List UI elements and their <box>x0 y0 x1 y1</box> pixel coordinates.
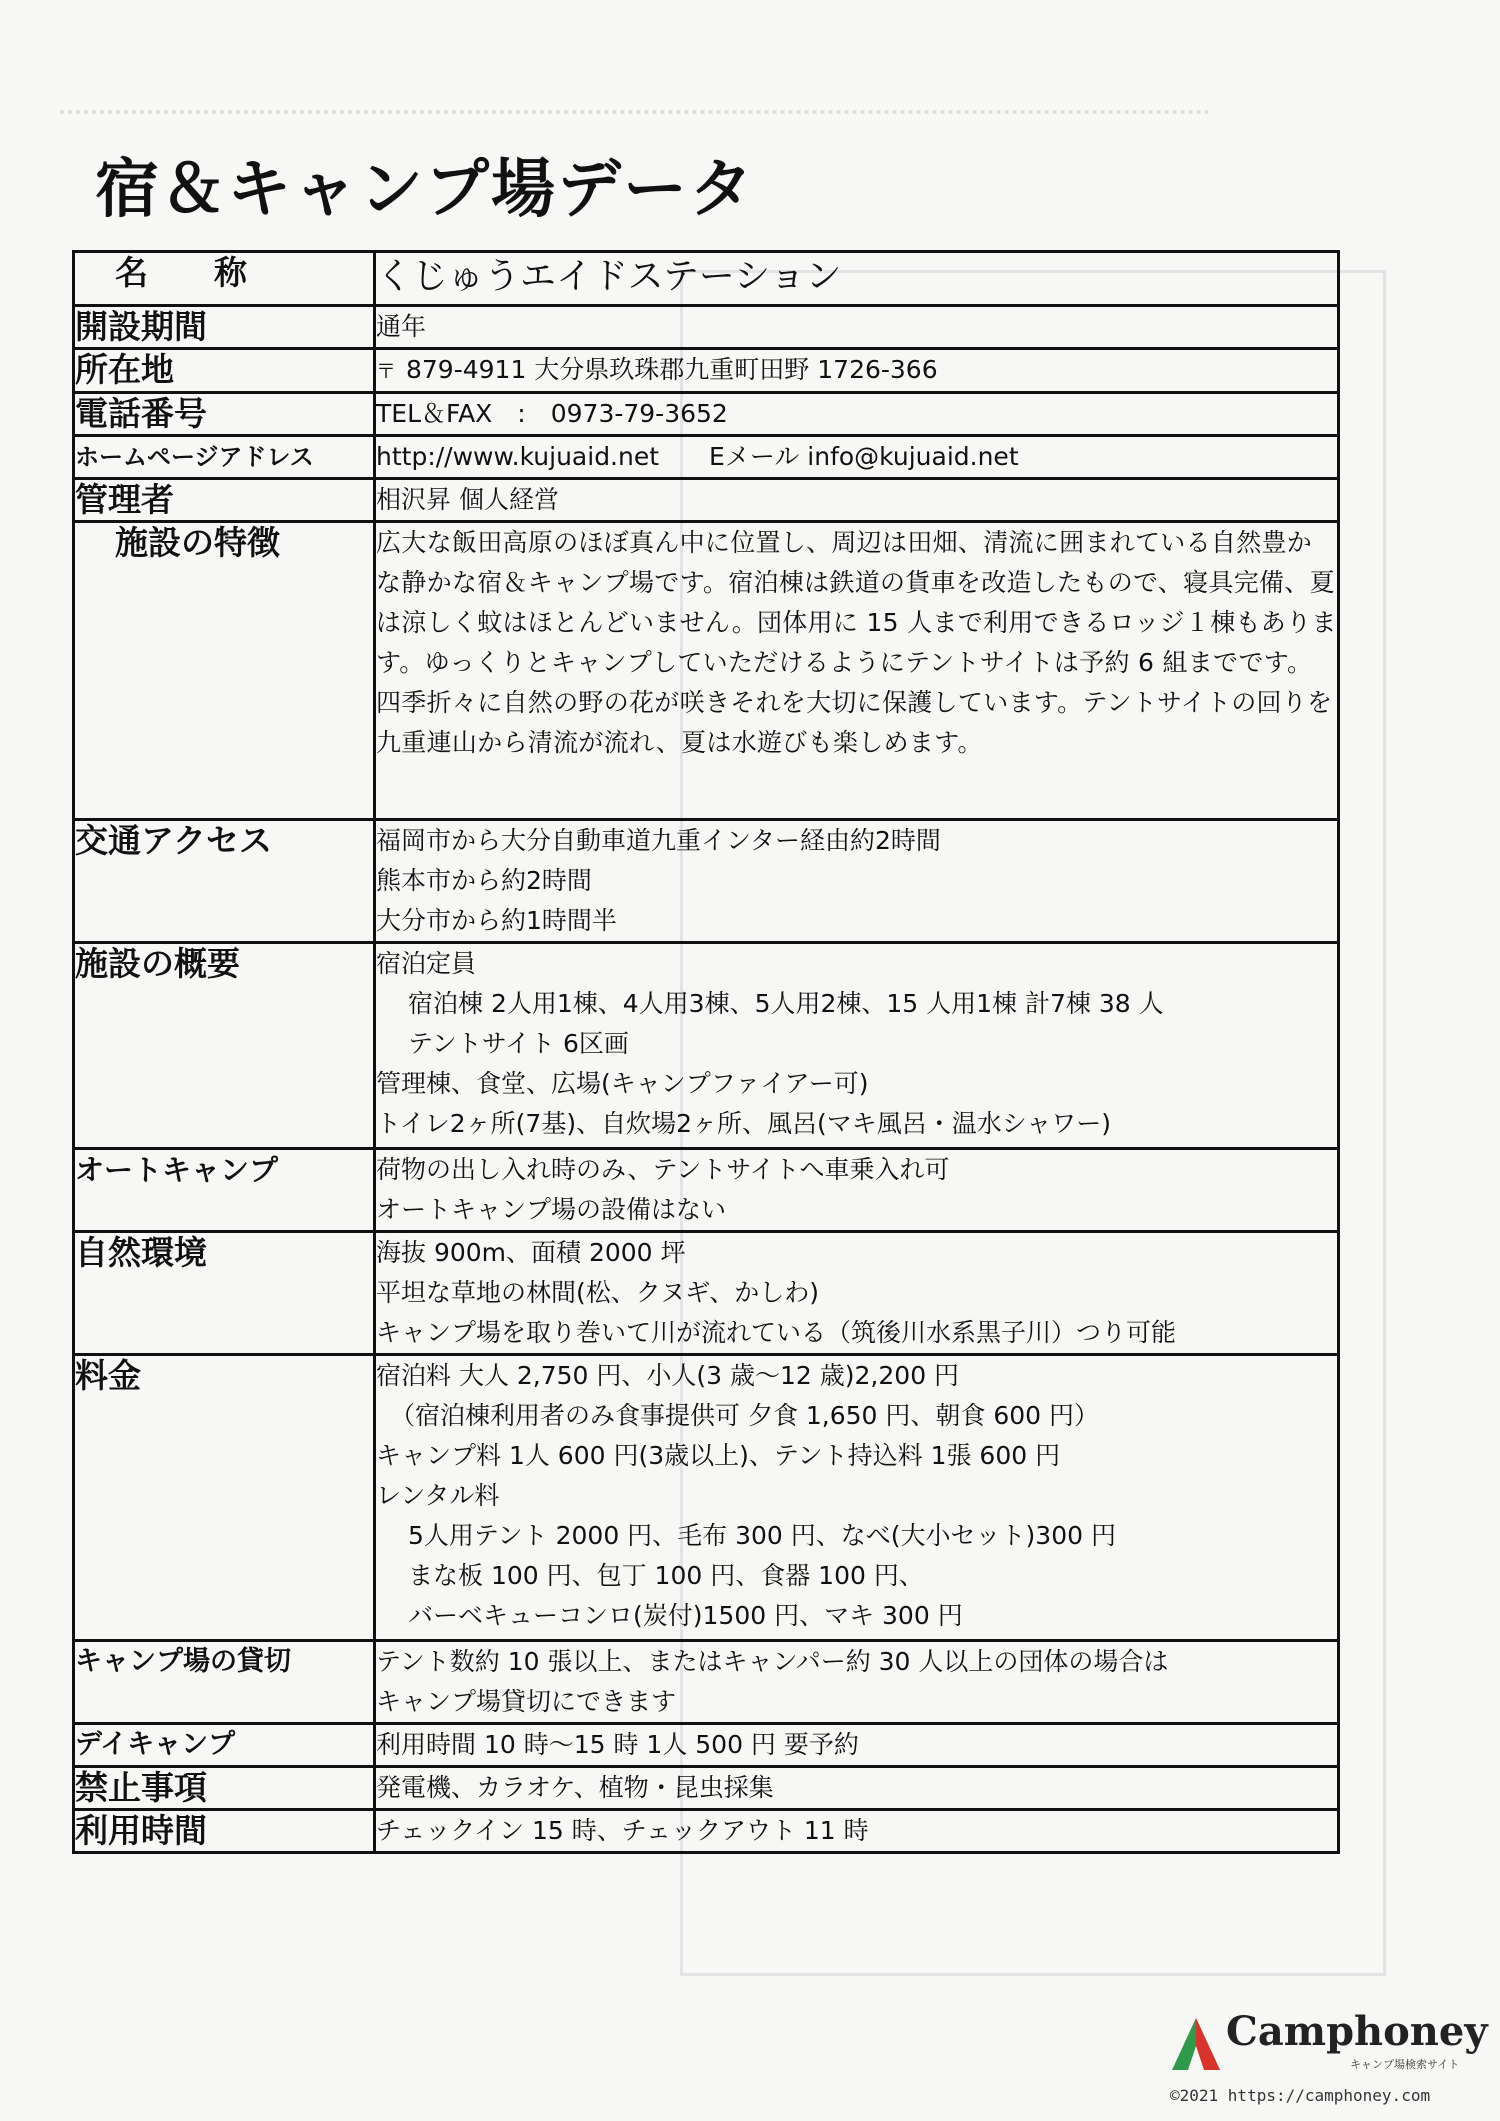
value-access <box>375 820 1339 943</box>
overview-line: テントサイト 6区画 <box>408 1029 629 1058</box>
manager-text: 相沢昇 個人経営 <box>376 485 559 514</box>
label-overview: 施設の概要 <box>74 943 375 1149</box>
table-row-prohibited <box>74 1767 1339 1810</box>
table-row-features <box>74 522 1339 820</box>
season-text: 通年 <box>376 312 427 341</box>
private-rental-line: キャンプ場貸切にできます <box>376 1687 677 1716</box>
label-fees: 料金 <box>74 1355 375 1641</box>
fees-line: 5人用テント 2000 円、毛布 300 円、なべ(大小セット)300 円 <box>408 1521 1116 1550</box>
label-season: 開設期間 <box>74 306 375 349</box>
fees-line: バーベキューコンロ(炭付)1500 円、マキ 300 円 <box>408 1601 963 1630</box>
logo-copyright: ©2021 https://camphoney.com <box>1170 2086 1431 2105</box>
prohibited-text: 発電機、カラオケ、植物・昆虫採集 <box>376 1773 774 1802</box>
logo-tagline: キャンプ場検索サイト <box>1350 2058 1460 2071</box>
label-nature: 自然環境 <box>74 1232 375 1355</box>
label-features: 施設の特徴 <box>74 522 375 820</box>
access-line: 熊本市から約2時間 <box>376 866 592 895</box>
value-private-rental <box>375 1641 1339 1724</box>
value-hours <box>375 1810 1339 1853</box>
label-hours: 利用時間 <box>74 1810 375 1853</box>
label-autocamp: オートキャンプ <box>74 1149 375 1232</box>
table-row-season <box>74 306 1339 349</box>
fees-line: まな板 100 円、包丁 100 円、食器 100 円、 <box>408 1561 924 1590</box>
table-row-name <box>74 252 1339 306</box>
label-access: 交通アクセス <box>74 820 375 943</box>
fees-line: 宿泊料 大人 2,750 円、小人(3 歳～12 歳)2,200 円 <box>376 1361 960 1390</box>
table-row-hours <box>74 1810 1339 1853</box>
label-address: 所在地 <box>74 349 375 393</box>
label-homepage: ホームページアドレス <box>74 436 375 479</box>
value-autocamp <box>375 1149 1339 1232</box>
fees-line: レンタル料 <box>376 1481 500 1510</box>
address-text: 879-4911 大分県玖珠郡九重町田野 1726-366 <box>406 355 938 384</box>
table-row-private-rental <box>74 1641 1339 1724</box>
features-paragraph: 広大な飯田高原のほぼ真ん中に位置し、周辺は田畑、清流に囲まれている自然豊かな静かな宿＆キャンプ場です。宿泊棟は鉄道の貨車を改造したもので、寝具完備、夏は涼しく蚊はほとんどいません。団体用に 15 人まで利用できるロッジ１棟もあります。ゆっくりとキャンプしていただけるようにテントサイトは予約 6 組までです。四季折々に自然の野の花が咲きそれを大切に保護しています。テントサイトの回りを九重連山から清流が流れ、夏は水遊びも楽しめます。 <box>375 522 1339 820</box>
fees-line: キャンプ料 1人 600 円(3歳以上)、テント持込料 1張 600 円 <box>376 1441 1061 1470</box>
overview-line: トイレ2ヶ所(7基)、自炊場2ヶ所、風呂(マキ風呂・温水シャワー) <box>376 1109 1111 1138</box>
nature-line: 海抜 900m、面積 2000 坪 <box>376 1238 686 1267</box>
facility-name: くじゅうエイドステーション <box>376 256 842 297</box>
autocamp-line: オートキャンプ場の設備はない <box>376 1195 727 1224</box>
value-manager <box>375 479 1339 522</box>
autocamp-line: 荷物の出し入れ時のみ、テントサイトへ車乗入れ可 <box>376 1155 950 1184</box>
fees-line: （宿泊棟利用者のみ食事提供可 夕食 1,650 円、朝食 600 円） <box>390 1401 1100 1430</box>
overview-line: 宿泊定員 <box>376 949 477 978</box>
table-row-daycamp <box>74 1724 1339 1767</box>
data-table <box>72 250 1340 1854</box>
value-overview <box>375 943 1339 1149</box>
table-row-access <box>74 820 1339 943</box>
value-season <box>375 306 1339 349</box>
phone-text: TEL＆FAX : 0973-79-3652 <box>376 399 728 428</box>
value-name <box>375 252 1339 306</box>
value-fees <box>375 1355 1339 1641</box>
table-row-overview <box>74 943 1339 1149</box>
logo-name: Camphoney <box>1226 2008 1488 2055</box>
table-row-homepage <box>74 436 1339 479</box>
value-address <box>375 349 1339 393</box>
private-rental-line: テント数約 10 張以上、またはキャンパー約 30 人以上の団体の場合は <box>376 1647 1169 1676</box>
label-prohibited: 禁止事項 <box>74 1767 375 1810</box>
access-line: 大分市から約1時間半 <box>376 906 617 935</box>
table-row-autocamp <box>74 1149 1339 1232</box>
camphoney-logo <box>1170 2008 1488 2118</box>
daycamp-text: 利用時間 10 時～15 時 1人 500 円 要予約 <box>376 1730 859 1759</box>
postal-mark-icon: 〒 <box>376 359 396 383</box>
page-title: 宿＆キャンプ場データ <box>95 153 755 227</box>
hours-text: チェックイン 15 時、チェックアウト 11 時 <box>376 1816 869 1845</box>
access-line: 福岡市から大分自動車道九重インター経由約2時間 <box>376 826 941 855</box>
value-homepage <box>375 436 1339 479</box>
label-private-rental: キャンプ場の貸切 <box>74 1641 375 1724</box>
value-prohibited <box>375 1767 1339 1810</box>
table-row-phone <box>74 393 1339 436</box>
nature-line: キャンプ場を取り巻いて川が流れている（筑後川水系黒子川）つり可能 <box>376 1318 1177 1347</box>
label-name: 名 称 <box>74 252 375 306</box>
table-row-nature <box>74 1232 1339 1355</box>
label-manager: 管理者 <box>74 479 375 522</box>
table-row-fees <box>74 1355 1339 1641</box>
label-phone: 電話番号 <box>74 393 375 436</box>
value-daycamp <box>375 1724 1339 1767</box>
nature-line: 平坦な草地の林間(松、クヌギ、かしわ) <box>376 1278 820 1307</box>
tent-logo-icon <box>1170 2016 1222 2072</box>
table-row-manager <box>74 479 1339 522</box>
value-phone <box>375 393 1339 436</box>
label-daycamp: デイキャンプ <box>74 1724 375 1767</box>
overview-line: 管理棟、食堂、広場(キャンプファイアー可) <box>376 1069 869 1098</box>
homepage-text: http://www.kujuaid.net Eメール info@kujuaid.net <box>376 442 1019 471</box>
table-row-address <box>74 349 1339 393</box>
overview-line: 宿泊棟 2人用1棟、4人用3棟、5人用2棟、15 人用1棟 計7棟 38 人 <box>408 989 1164 1018</box>
value-nature <box>375 1232 1339 1355</box>
